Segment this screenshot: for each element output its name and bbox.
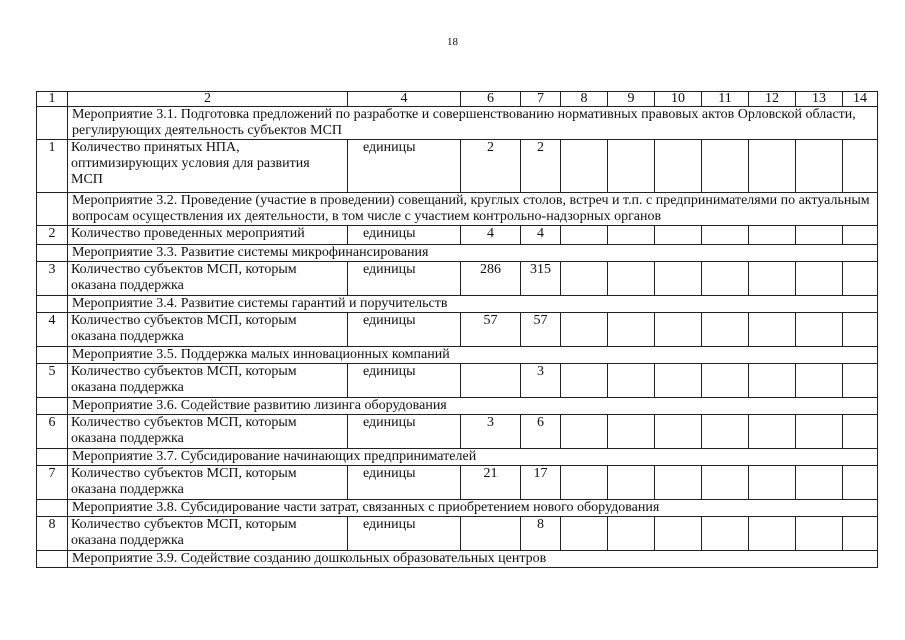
event-title: Мероприятие 3.4. Развитие системы гарантий и поручительств bbox=[68, 296, 878, 313]
column-number-13: 13 bbox=[796, 92, 843, 107]
empty-value-cell bbox=[796, 140, 843, 193]
empty-value-cell bbox=[796, 466, 843, 500]
empty-value-cell bbox=[608, 226, 655, 245]
event-number-cell bbox=[37, 551, 68, 568]
row-number: 4 bbox=[37, 313, 68, 347]
empty-value-cell bbox=[561, 262, 608, 296]
value-column-6: 286 bbox=[461, 262, 521, 296]
empty-value-cell bbox=[608, 364, 655, 398]
indicator-name: Количество принятых НПА, оптимизирующих условия для развития МСП bbox=[68, 140, 348, 193]
empty-value-cell bbox=[561, 313, 608, 347]
empty-value-cell bbox=[843, 415, 878, 449]
empty-value-cell bbox=[561, 415, 608, 449]
empty-value-cell bbox=[655, 226, 702, 245]
empty-value-cell bbox=[608, 262, 655, 296]
event-title: Мероприятие 3.3. Развитие системы микрофинансирования bbox=[68, 245, 878, 262]
indicator-name: Количество субъектов МСП, которым оказана поддержка bbox=[68, 364, 348, 398]
event-number-cell bbox=[37, 449, 68, 466]
event-row bbox=[37, 245, 878, 262]
column-number-header-row bbox=[37, 92, 878, 107]
empty-value-cell bbox=[561, 226, 608, 245]
event-row bbox=[37, 398, 878, 415]
unit-of-measure: единицы bbox=[348, 517, 461, 551]
column-number-10: 10 bbox=[655, 92, 702, 107]
empty-value-cell bbox=[749, 415, 796, 449]
event-number-cell bbox=[37, 398, 68, 415]
unit-of-measure: единицы bbox=[348, 262, 461, 296]
empty-value-cell bbox=[749, 466, 796, 500]
event-row bbox=[37, 193, 878, 226]
indicator-row bbox=[37, 466, 878, 500]
empty-value-cell bbox=[561, 466, 608, 500]
empty-value-cell bbox=[702, 364, 749, 398]
empty-value-cell bbox=[796, 262, 843, 296]
empty-value-cell bbox=[843, 517, 878, 551]
event-title: Мероприятие 3.2. Проведение (участие в проведении) совещаний, круглых столов, встреч и т.п. с предпринимателями по актуальным вопросам осуществления их деятельности, в том числе с участием контрольно-надзорных органов bbox=[68, 193, 878, 226]
indicator-row bbox=[37, 262, 878, 296]
event-number-cell bbox=[37, 347, 68, 364]
event-row bbox=[37, 347, 878, 364]
empty-value-cell bbox=[702, 517, 749, 551]
event-number-cell bbox=[37, 296, 68, 313]
event-number-cell bbox=[37, 245, 68, 262]
indicator-row bbox=[37, 415, 878, 449]
empty-value-cell bbox=[702, 466, 749, 500]
event-title: Мероприятие 3.7. Субсидирование начинающих предпринимателей bbox=[68, 449, 878, 466]
column-number-2: 2 bbox=[68, 92, 348, 107]
row-number: 5 bbox=[37, 364, 68, 398]
empty-value-cell bbox=[749, 364, 796, 398]
empty-value-cell bbox=[702, 313, 749, 347]
empty-value-cell bbox=[843, 364, 878, 398]
indicator-name: Количество субъектов МСП, которым оказана поддержка bbox=[68, 517, 348, 551]
empty-value-cell bbox=[608, 313, 655, 347]
empty-value-cell bbox=[843, 262, 878, 296]
empty-value-cell bbox=[843, 466, 878, 500]
empty-value-cell bbox=[796, 313, 843, 347]
indicator-row bbox=[37, 517, 878, 551]
empty-value-cell bbox=[561, 364, 608, 398]
unit-of-measure: единицы bbox=[348, 466, 461, 500]
event-number-cell bbox=[37, 193, 68, 226]
empty-value-cell bbox=[796, 517, 843, 551]
value-column-6 bbox=[461, 364, 521, 398]
column-number-4: 4 bbox=[348, 92, 461, 107]
empty-value-cell bbox=[608, 517, 655, 551]
empty-value-cell bbox=[608, 466, 655, 500]
value-column-7: 6 bbox=[521, 415, 561, 449]
unit-of-measure: единицы bbox=[348, 140, 461, 193]
empty-value-cell bbox=[796, 226, 843, 245]
empty-value-cell bbox=[843, 313, 878, 347]
value-column-7: 57 bbox=[521, 313, 561, 347]
event-title: Мероприятие 3.1. Подготовка предложений по разработке и совершенствованию нормативных правовых актов Орловской области, регулирующих деятельность субъектов МСП bbox=[68, 107, 878, 140]
column-number-8: 8 bbox=[561, 92, 608, 107]
empty-value-cell bbox=[749, 140, 796, 193]
value-column-7: 2 bbox=[521, 140, 561, 193]
empty-value-cell bbox=[843, 140, 878, 193]
empty-value-cell bbox=[655, 313, 702, 347]
value-column-6: 2 bbox=[461, 140, 521, 193]
event-row bbox=[37, 551, 878, 568]
unit-of-measure: единицы bbox=[348, 226, 461, 245]
column-number-6: 6 bbox=[461, 92, 521, 107]
indicator-name: Количество субъектов МСП, которым оказана поддержка bbox=[68, 313, 348, 347]
empty-value-cell bbox=[655, 517, 702, 551]
value-column-6: 21 bbox=[461, 466, 521, 500]
value-column-7: 8 bbox=[521, 517, 561, 551]
empty-value-cell bbox=[702, 226, 749, 245]
event-number-cell bbox=[37, 107, 68, 140]
empty-value-cell bbox=[796, 364, 843, 398]
empty-value-cell bbox=[561, 517, 608, 551]
indicator-name: Количество субъектов МСП, которым оказана поддержка bbox=[68, 415, 348, 449]
value-column-7: 17 bbox=[521, 466, 561, 500]
value-column-6: 3 bbox=[461, 415, 521, 449]
empty-value-cell bbox=[702, 415, 749, 449]
event-row bbox=[37, 449, 878, 466]
row-number: 2 bbox=[37, 226, 68, 245]
empty-value-cell bbox=[655, 364, 702, 398]
value-column-7: 4 bbox=[521, 226, 561, 245]
indicators-table bbox=[36, 91, 878, 568]
indicator-name: Количество субъектов МСП, которым оказана поддержка bbox=[68, 262, 348, 296]
empty-value-cell bbox=[843, 226, 878, 245]
event-row bbox=[37, 107, 878, 140]
empty-value-cell bbox=[749, 226, 796, 245]
empty-value-cell bbox=[655, 466, 702, 500]
value-column-6: 4 bbox=[461, 226, 521, 245]
empty-value-cell bbox=[561, 140, 608, 193]
indicator-row bbox=[37, 313, 878, 347]
column-number-1: 1 bbox=[37, 92, 68, 107]
empty-value-cell bbox=[702, 262, 749, 296]
page-number: 18 bbox=[447, 36, 458, 48]
event-number-cell bbox=[37, 500, 68, 517]
unit-of-measure: единицы bbox=[348, 313, 461, 347]
empty-value-cell bbox=[749, 313, 796, 347]
row-number: 6 bbox=[37, 415, 68, 449]
unit-of-measure: единицы bbox=[348, 415, 461, 449]
indicator-row bbox=[37, 140, 878, 193]
empty-value-cell bbox=[655, 140, 702, 193]
empty-value-cell bbox=[655, 415, 702, 449]
row-number: 3 bbox=[37, 262, 68, 296]
column-number-12: 12 bbox=[749, 92, 796, 107]
column-number-14: 14 bbox=[843, 92, 878, 107]
indicator-name: Количество проведенных мероприятий bbox=[68, 226, 348, 245]
empty-value-cell bbox=[655, 262, 702, 296]
value-column-7: 3 bbox=[521, 364, 561, 398]
event-row bbox=[37, 500, 878, 517]
event-title: Мероприятие 3.6. Содействие развитию лизинга оборудования bbox=[68, 398, 878, 415]
column-number-9: 9 bbox=[608, 92, 655, 107]
indicator-row bbox=[37, 364, 878, 398]
event-title: Мероприятие 3.9. Содействие созданию дошкольных образовательных центров bbox=[68, 551, 878, 568]
empty-value-cell bbox=[702, 140, 749, 193]
value-column-7: 315 bbox=[521, 262, 561, 296]
event-title: Мероприятие 3.5. Поддержка малых инновационных компаний bbox=[68, 347, 878, 364]
column-number-11: 11 bbox=[702, 92, 749, 107]
empty-value-cell bbox=[749, 517, 796, 551]
value-column-6: 57 bbox=[461, 313, 521, 347]
event-row bbox=[37, 296, 878, 313]
empty-value-cell bbox=[608, 415, 655, 449]
indicator-row bbox=[37, 226, 878, 245]
row-number: 7 bbox=[37, 466, 68, 500]
column-number-7: 7 bbox=[521, 92, 561, 107]
event-title: Мероприятие 3.8. Субсидирование части затрат, связанных с приобретением нового оборудования bbox=[68, 500, 878, 517]
value-column-6 bbox=[461, 517, 521, 551]
empty-value-cell bbox=[608, 140, 655, 193]
unit-of-measure: единицы bbox=[348, 364, 461, 398]
empty-value-cell bbox=[749, 262, 796, 296]
indicator-name: Количество субъектов МСП, которым оказана поддержка bbox=[68, 466, 348, 500]
empty-value-cell bbox=[796, 415, 843, 449]
row-number: 8 bbox=[37, 517, 68, 551]
row-number: 1 bbox=[37, 140, 68, 193]
